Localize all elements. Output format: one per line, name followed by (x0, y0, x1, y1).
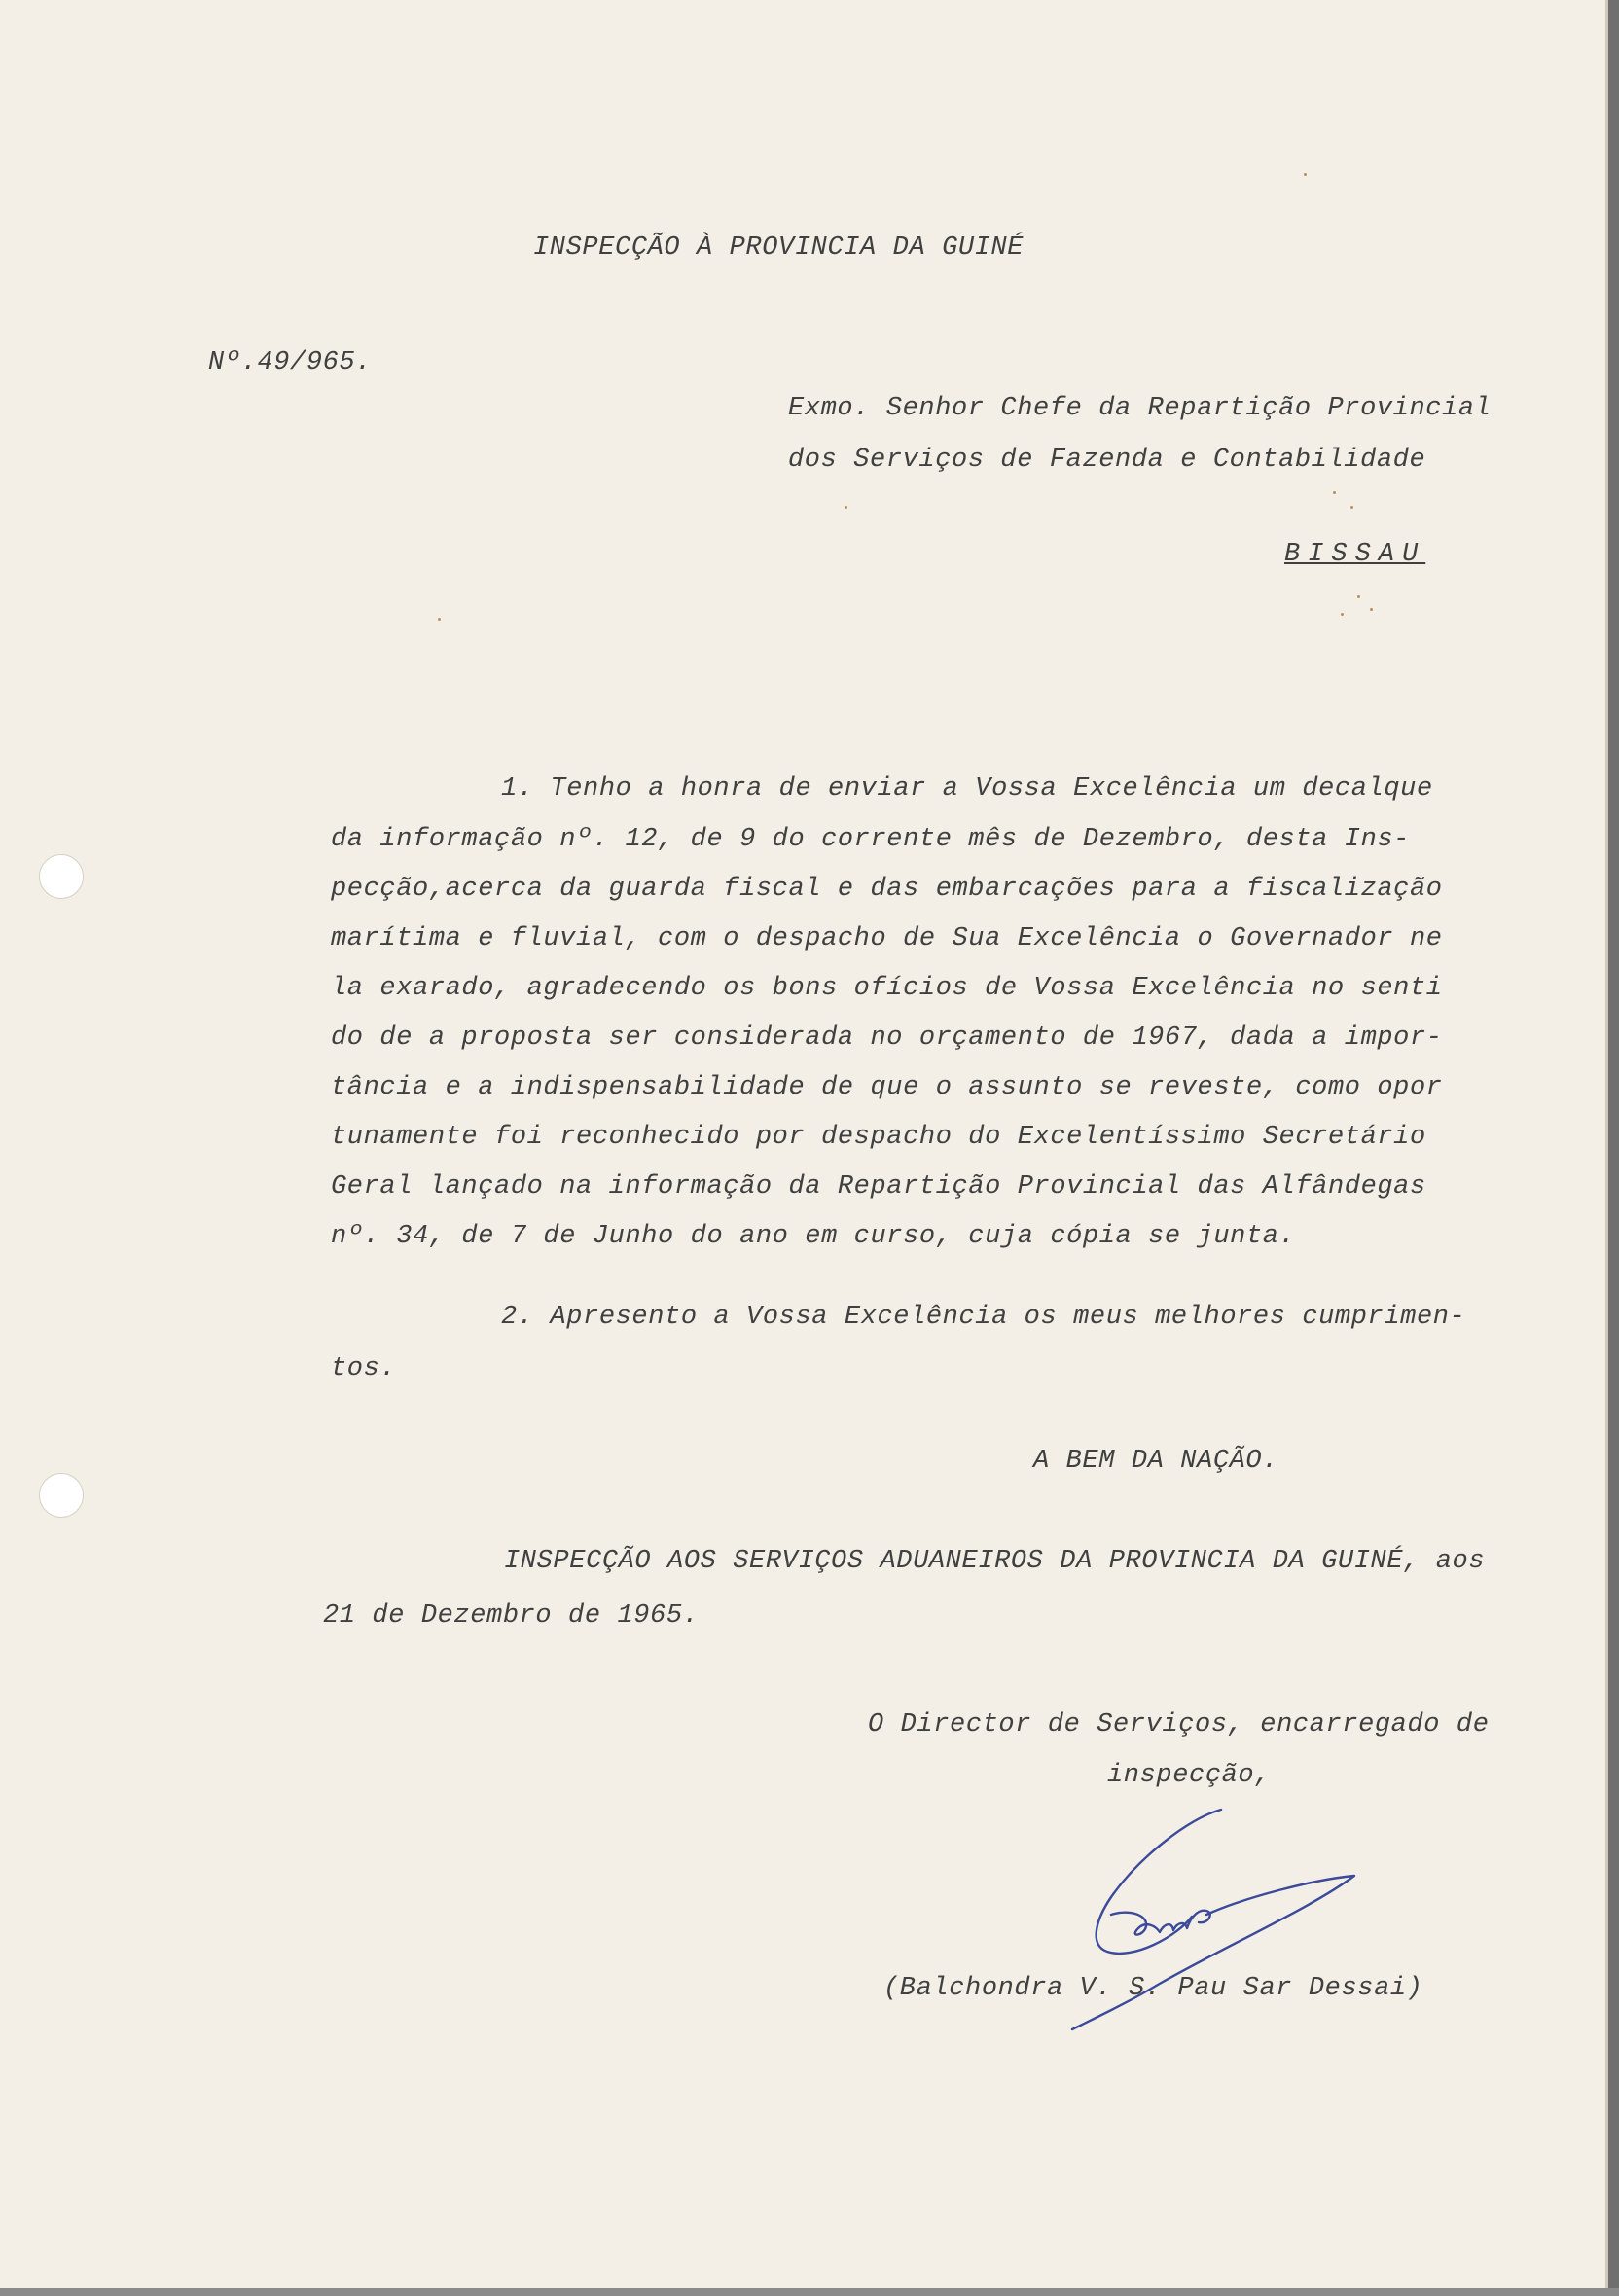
scan-edge-bottom (0, 2288, 1619, 2296)
body-line: Geral lançado na informação da Repartição Provincial das Alfândegas (331, 1172, 1426, 1202)
body-line: tos. (331, 1354, 397, 1383)
body-line: 2. Apresento a Vossa Excelência os meus melhores cumprimen- (501, 1303, 1466, 1332)
scan-edge-right-highlight (1605, 0, 1608, 2296)
body-line: la exarado, agradecendo os bons ofícios de Vossa Excelência no senti (331, 974, 1443, 1003)
addressee-city: BISSAU (1284, 540, 1426, 569)
punch-hole-top (39, 854, 84, 899)
body-line: tunamente foi reconhecido por despacho do Excelentíssimo Secretário (331, 1123, 1426, 1152)
body-line: 1. Tenho a honra de enviar a Vossa Excelência um decalque (501, 774, 1433, 804)
body-line: nº. 34, de 7 de Junho do ano em curso, cuja cópia se junta. (331, 1222, 1296, 1251)
body-line: da informação nº. 12, de 9 do corrente mês de Dezembro, desta Ins- (331, 825, 1410, 854)
addressee-line-2: dos Serviços de Fazenda e Contabilidade (788, 446, 1426, 475)
body-line: pecção,acerca da guarda fiscal e das embarcações para a fiscalização (331, 875, 1443, 904)
body-line: do de a proposta ser considerada no orçamento de 1967, dada a impor- (331, 1023, 1443, 1053)
signatory-title-line-2: inspecção, (1107, 1761, 1272, 1790)
place-line-1: INSPECÇÃO AOS SERVIÇOS ADUANEIROS DA PROVINCIA DA GUINÉ, aos (504, 1547, 1486, 1576)
body-line: marítima e fluvial, com o despacho de Sua Excelência o Governador ne (331, 924, 1443, 953)
document-heading: INSPECÇÃO À PROVINCIA DA GUINÉ (533, 233, 1025, 263)
place-line-2: 21 de Dezembro de 1965. (323, 1601, 700, 1631)
signatory-name: (Balchondra V. S. Pau Sar Dessai) (883, 1974, 1423, 2003)
reference-number: Nº.49/965. (208, 348, 373, 377)
closing-motto: A BEM DA NAÇÃO. (1033, 1447, 1279, 1476)
signatory-title-line-1: O Director de Serviços, encarregado de (868, 1710, 1490, 1740)
punch-hole-bottom (39, 1473, 84, 1518)
body-line: tância e a indispensabilidade de que o assunto se reveste, como opor (331, 1073, 1443, 1102)
addressee-line-1: Exmo. Senhor Chefe da Repartição Provincial (788, 394, 1492, 423)
